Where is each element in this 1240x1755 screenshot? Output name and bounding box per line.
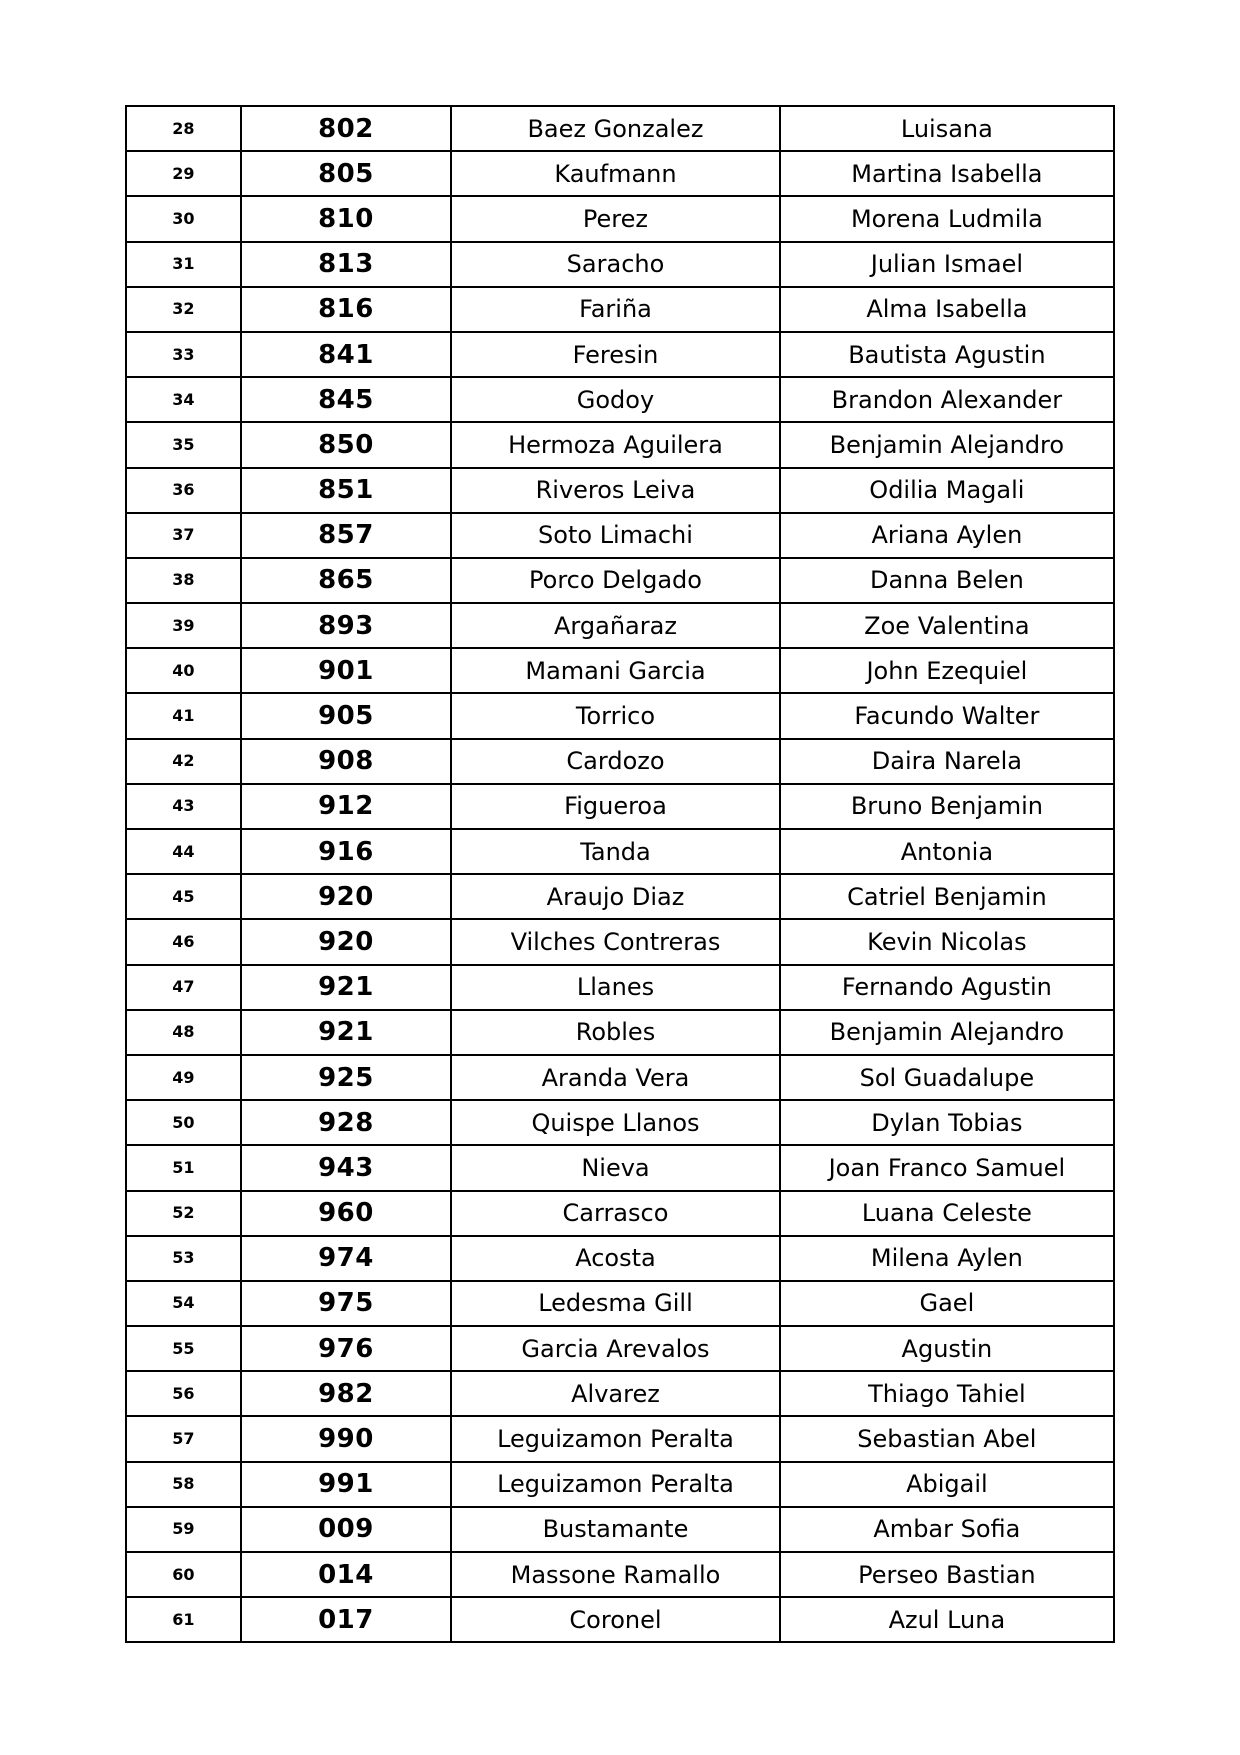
table-row [126,151,1114,196]
table-row [126,739,1114,784]
cell-number: 990 [241,1416,451,1461]
table-row [126,242,1114,287]
table-row [126,106,1114,151]
cell-first-name: Luana Celeste [780,1191,1114,1236]
cell-number: 841 [241,332,451,377]
cell-index: 30 [126,196,241,241]
cell-number: 982 [241,1371,451,1416]
cell-last-name: Figueroa [451,784,780,829]
cell-first-name: Facundo Walter [780,693,1114,738]
cell-last-name: Godoy [451,377,780,422]
cell-index: 61 [126,1597,241,1642]
roster-table-body [126,106,1114,1642]
table-row [126,332,1114,377]
cell-first-name: Martina Isabella [780,151,1114,196]
table-row [126,1597,1114,1642]
table-row [126,1236,1114,1281]
cell-index: 54 [126,1281,241,1326]
cell-index: 37 [126,513,241,558]
table-row [126,693,1114,738]
cell-number: 975 [241,1281,451,1326]
table-row [126,1416,1114,1461]
cell-index: 55 [126,1326,241,1371]
cell-index: 31 [126,242,241,287]
cell-last-name: Vilches Contreras [451,919,780,964]
cell-number: 908 [241,739,451,784]
table-row [126,874,1114,919]
cell-first-name: Benjamin Alejandro [780,1010,1114,1055]
cell-last-name: Riveros Leiva [451,468,780,513]
table-row [126,829,1114,874]
cell-index: 48 [126,1010,241,1055]
cell-number: 901 [241,648,451,693]
cell-index: 52 [126,1191,241,1236]
cell-last-name: Cardozo [451,739,780,784]
cell-first-name: Joan Franco Samuel [780,1145,1114,1190]
cell-index: 58 [126,1462,241,1507]
cell-last-name: Hermoza Aguilera [451,422,780,467]
table-row [126,1191,1114,1236]
cell-number: 943 [241,1145,451,1190]
cell-number: 017 [241,1597,451,1642]
cell-index: 46 [126,919,241,964]
cell-first-name: Sebastian Abel [780,1416,1114,1461]
cell-first-name: Morena Ludmila [780,196,1114,241]
table-row [126,1100,1114,1145]
cell-first-name: Dylan Tobias [780,1100,1114,1145]
cell-first-name: Zoe Valentina [780,603,1114,648]
cell-first-name: Julian Ismael [780,242,1114,287]
cell-index: 45 [126,874,241,919]
cell-first-name: Agustin [780,1326,1114,1371]
table-row [126,1326,1114,1371]
cell-first-name: Daira Narela [780,739,1114,784]
cell-number: 845 [241,377,451,422]
cell-last-name: Fariña [451,287,780,332]
cell-number: 802 [241,106,451,151]
cell-index: 39 [126,603,241,648]
cell-last-name: Soto Limachi [451,513,780,558]
cell-first-name: Gael [780,1281,1114,1326]
table-row [126,1462,1114,1507]
table-row [126,468,1114,513]
cell-last-name: Perez [451,196,780,241]
cell-first-name: Ariana Aylen [780,513,1114,558]
table-row [126,919,1114,964]
cell-last-name: Leguizamon Peralta [451,1462,780,1507]
cell-number: 916 [241,829,451,874]
table-row [126,965,1114,1010]
table-row [126,1145,1114,1190]
cell-last-name: Aranda Vera [451,1055,780,1100]
table-row [126,1552,1114,1597]
cell-first-name: Sol Guadalupe [780,1055,1114,1100]
cell-index: 53 [126,1236,241,1281]
cell-number: 991 [241,1462,451,1507]
cell-last-name: Robles [451,1010,780,1055]
cell-index: 47 [126,965,241,1010]
cell-last-name: Alvarez [451,1371,780,1416]
cell-last-name: Garcia Arevalos [451,1326,780,1371]
cell-index: 44 [126,829,241,874]
cell-index: 28 [126,106,241,151]
cell-index: 32 [126,287,241,332]
table-row [126,1507,1114,1552]
cell-last-name: Mamani Garcia [451,648,780,693]
cell-number: 921 [241,1010,451,1055]
cell-number: 865 [241,558,451,603]
cell-first-name: Fernando Agustin [780,965,1114,1010]
cell-number: 976 [241,1326,451,1371]
cell-index: 40 [126,648,241,693]
table-row [126,603,1114,648]
cell-first-name: Milena Aylen [780,1236,1114,1281]
cell-last-name: Araujo Diaz [451,874,780,919]
cell-first-name: Odilia Magali [780,468,1114,513]
cell-last-name: Bustamante [451,1507,780,1552]
cell-last-name: Porco Delgado [451,558,780,603]
cell-index: 57 [126,1416,241,1461]
cell-last-name: Llanes [451,965,780,1010]
cell-index: 60 [126,1552,241,1597]
cell-first-name: Kevin Nicolas [780,919,1114,964]
cell-index: 38 [126,558,241,603]
cell-number: 813 [241,242,451,287]
cell-first-name: Danna Belen [780,558,1114,603]
cell-last-name: Tanda [451,829,780,874]
cell-number: 816 [241,287,451,332]
cell-last-name: Coronel [451,1597,780,1642]
cell-index: 33 [126,332,241,377]
cell-number: 974 [241,1236,451,1281]
cell-index: 41 [126,693,241,738]
table-row [126,377,1114,422]
cell-first-name: Ambar Sofia [780,1507,1114,1552]
cell-last-name: Leguizamon Peralta [451,1416,780,1461]
cell-first-name: Benjamin Alejandro [780,422,1114,467]
table-row [126,784,1114,829]
cell-first-name: John Ezequiel [780,648,1114,693]
cell-first-name: Alma Isabella [780,287,1114,332]
cell-number: 014 [241,1552,451,1597]
table-row [126,1371,1114,1416]
cell-index: 29 [126,151,241,196]
cell-last-name: Saracho [451,242,780,287]
cell-number: 810 [241,196,451,241]
cell-index: 51 [126,1145,241,1190]
cell-first-name: Bruno Benjamin [780,784,1114,829]
cell-number: 905 [241,693,451,738]
table-row [126,287,1114,332]
cell-number: 912 [241,784,451,829]
cell-index: 34 [126,377,241,422]
cell-first-name: Perseo Bastian [780,1552,1114,1597]
cell-index: 36 [126,468,241,513]
cell-number: 920 [241,874,451,919]
cell-first-name: Brandon Alexander [780,377,1114,422]
table-row [126,422,1114,467]
cell-first-name: Antonia [780,829,1114,874]
cell-first-name: Catriel Benjamin [780,874,1114,919]
cell-last-name: Carrasco [451,1191,780,1236]
roster-table [125,105,1115,1643]
cell-last-name: Acosta [451,1236,780,1281]
cell-last-name: Ledesma Gill [451,1281,780,1326]
cell-index: 50 [126,1100,241,1145]
cell-first-name: Luisana [780,106,1114,151]
cell-first-name: Abigail [780,1462,1114,1507]
cell-number: 960 [241,1191,451,1236]
table-row [126,1055,1114,1100]
cell-first-name: Thiago Tahiel [780,1371,1114,1416]
cell-index: 59 [126,1507,241,1552]
cell-number: 850 [241,422,451,467]
cell-last-name: Nieva [451,1145,780,1190]
table-row [126,1010,1114,1055]
cell-last-name: Argañaraz [451,603,780,648]
table-row [126,648,1114,693]
cell-number: 928 [241,1100,451,1145]
cell-number: 857 [241,513,451,558]
cell-number: 805 [241,151,451,196]
table-row [126,196,1114,241]
cell-last-name: Massone Ramallo [451,1552,780,1597]
table-row [126,1281,1114,1326]
table-row [126,558,1114,603]
cell-last-name: Quispe Llanos [451,1100,780,1145]
cell-index: 35 [126,422,241,467]
cell-last-name: Baez Gonzalez [451,106,780,151]
cell-number: 893 [241,603,451,648]
cell-first-name: Azul Luna [780,1597,1114,1642]
cell-number: 921 [241,965,451,1010]
cell-last-name: Feresin [451,332,780,377]
cell-number: 851 [241,468,451,513]
cell-number: 009 [241,1507,451,1552]
cell-index: 42 [126,739,241,784]
cell-last-name: Kaufmann [451,151,780,196]
table-row [126,513,1114,558]
cell-number: 920 [241,919,451,964]
cell-first-name: Bautista Agustin [780,332,1114,377]
cell-last-name: Torrico [451,693,780,738]
cell-number: 925 [241,1055,451,1100]
cell-index: 49 [126,1055,241,1100]
cell-index: 43 [126,784,241,829]
cell-index: 56 [126,1371,241,1416]
